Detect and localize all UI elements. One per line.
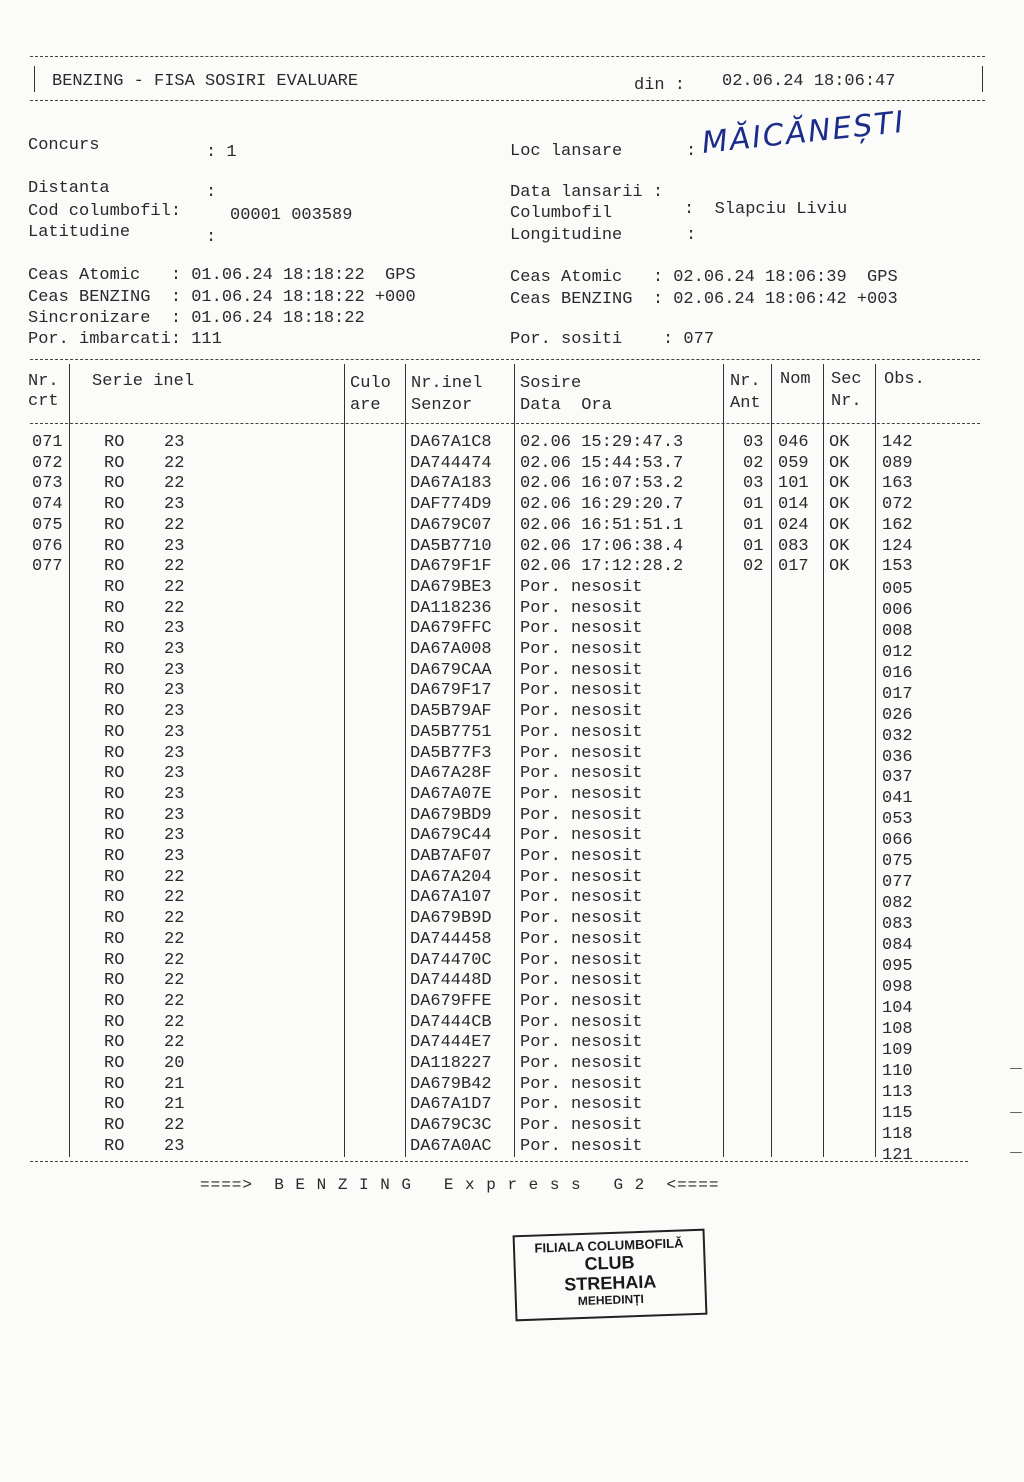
cell-an: 22 (164, 971, 185, 991)
cell-obs: 026 (882, 705, 913, 725)
cod-columbofil-value: 00001 003589 (230, 206, 353, 225)
cell-senzor: DA7444CB (410, 1012, 492, 1032)
sincronizare: Sincronizare : 01.06.24 18:18:22 (28, 309, 365, 328)
cell-an: 23 (164, 619, 185, 639)
cell-obs: 118 (882, 1124, 913, 1144)
cell-sosire: 02.06 15:29:47.3 (520, 433, 684, 452)
cell-obs: 082 (882, 894, 913, 914)
cell-tara: RO (104, 929, 125, 949)
ceas-benzing-end: Ceas BENZING : 02.06.24 18:06:42 +003 (510, 290, 898, 309)
cell-tara: RO (104, 1116, 125, 1136)
stamp-line-4: MEHEDINȚI (577, 1291, 645, 1309)
cell-nr-crt: 071 (32, 433, 63, 452)
cell-obs: 163 (882, 474, 913, 494)
cell-obs: 142 (882, 433, 913, 452)
cell-senzor: DAF774D9 (410, 495, 492, 515)
header-are: are (350, 396, 381, 415)
cell-senzor: DA679C44 (410, 826, 492, 846)
cell-an: 22 (164, 598, 185, 618)
cell-senzor: DA679C3C (410, 1116, 492, 1136)
cell-sosire: 02.06 16:51:51.1 (520, 515, 684, 535)
cell-tara: RO (104, 1095, 125, 1115)
cell-an: 22 (164, 991, 185, 1011)
header-right-border (982, 66, 983, 92)
cell-tara: RO (104, 743, 125, 763)
cell-tara: RO (104, 847, 125, 866)
loc-lansare-handwritten: MĂICĂNEȘTI (700, 104, 908, 161)
cell-senzor: DA679F17 (410, 681, 492, 701)
cell-sosire: Por. nesosit (520, 1012, 643, 1032)
cell-tara: RO (104, 433, 125, 452)
cell-tara: RO (104, 867, 125, 887)
concurs-label: Concurs (28, 136, 100, 155)
cell-an: 23 (164, 702, 185, 722)
distanta-value: : (206, 183, 217, 202)
header-bottom-rule (30, 100, 985, 101)
cell-senzor: DA679CAA (410, 660, 492, 680)
cell-tara: RO (104, 660, 125, 680)
cell-an: 23 (164, 433, 185, 452)
col-sep-culoare (405, 364, 406, 1157)
cell-senzor: DA67A204 (410, 867, 492, 887)
cell-obs: 109 (882, 1040, 913, 1060)
header-obs: Obs. (884, 370, 925, 389)
cell-obs: 115 (882, 1103, 913, 1123)
cell-nom: 059 (778, 453, 809, 473)
cell-senzor: DA744474 (410, 453, 492, 473)
cell-tara: RO (104, 681, 125, 701)
cell-obs: 041 (882, 789, 913, 809)
cell-obs: 083 (882, 915, 913, 935)
cell-sosire: Por. nesosit (520, 971, 643, 991)
cell-senzor: DA5B77F3 (410, 743, 492, 763)
cell-obs: 162 (882, 515, 913, 535)
cell-nom: 014 (778, 495, 809, 515)
cell-senzor: DA679B9D (410, 909, 492, 929)
cell-senzor: DAB7AF07 (410, 847, 492, 866)
cell-nr-crt: 072 (32, 453, 63, 473)
cell-senzor: DA118227 (410, 1054, 492, 1073)
din-label: din : (634, 76, 686, 95)
cell-senzor: DA67A1C8 (410, 433, 492, 452)
cell-tara: RO (104, 888, 125, 908)
cell-senzor: DA679BD9 (410, 805, 492, 825)
cell-nr-ant: 02 (743, 453, 764, 473)
cell-nom: 046 (778, 433, 809, 452)
cell-obs: 153 (882, 557, 913, 577)
columbofil-label: Columbofil (510, 204, 613, 223)
cell-sosire: Por. nesosit (520, 929, 643, 949)
cell-obs: 104 (882, 998, 913, 1018)
cell-senzor: DA74470C (410, 950, 492, 970)
cell-senzor: DA67A1D7 (410, 1095, 492, 1115)
por-imbarcati: Por. imbarcati: 111 (28, 330, 222, 349)
cell-senzor: DA679FFC (410, 619, 492, 639)
cell-senzor: DA67A28F (410, 764, 492, 784)
cell-sosire: Por. nesosit (520, 1033, 643, 1053)
cell-sosire: Por. nesosit (520, 722, 643, 742)
cell-nr-crt: 074 (32, 495, 63, 515)
footer-benzing-express: ====> B E N Z I N G E x p r e s s G 2 <==== (200, 1176, 720, 1194)
cell-sosire: Por. nesosit (520, 1054, 643, 1073)
cell-an: 22 (164, 867, 185, 887)
cod-columbofil-label: Cod columbofil: (28, 202, 182, 221)
cell-sosire: Por. nesosit (520, 702, 643, 722)
cell-sosire: Por. nesosit (520, 764, 643, 784)
cell-sosire: 02.06 16:07:53.2 (520, 474, 684, 494)
cell-sosire: Por. nesosit (520, 660, 643, 680)
cell-tara: RO (104, 784, 125, 804)
cell-an: 22 (164, 950, 185, 970)
cell-an: 23 (164, 805, 185, 825)
header-top-rule (30, 56, 985, 57)
margin-mark (1010, 1068, 1022, 1069)
cell-tara: RO (104, 515, 125, 535)
cell-an: 22 (164, 515, 185, 535)
col-sep-sosire (723, 364, 724, 1157)
stamp-line-1: FILIALA COLUMBOFILĂ (534, 1235, 684, 1256)
header-serie-inel: Serie inel (92, 372, 195, 391)
cell-sosire: Por. nesosit (520, 1136, 643, 1156)
cell-senzor: DA679F1F (410, 557, 492, 577)
cell-senzor: DA679B42 (410, 1074, 492, 1094)
cell-senzor: DA679BE3 (410, 577, 492, 597)
cell-obs: 110 (882, 1061, 913, 1081)
cell-obs: 124 (882, 536, 913, 556)
cell-sec: OK (829, 433, 850, 452)
cell-an: 23 (164, 536, 185, 556)
table-bottom-rule (30, 1161, 968, 1162)
cell-senzor: DA67A07E (410, 784, 492, 804)
cell-obs: 017 (882, 684, 913, 704)
cell-sosire: Por. nesosit (520, 805, 643, 825)
cell-an: 23 (164, 681, 185, 701)
loc-lansare-label: Loc lansare (510, 142, 623, 161)
cell-sosire: Por. nesosit (520, 888, 643, 908)
cell-obs: 072 (882, 495, 913, 515)
cell-senzor: DA67A183 (410, 474, 492, 494)
cell-sosire: Por. nesosit (520, 950, 643, 970)
cell-tara: RO (104, 619, 125, 639)
cell-tara: RO (104, 1012, 125, 1032)
cell-sosire: Por. nesosit (520, 577, 643, 597)
cell-sosire: Por. nesosit (520, 619, 643, 639)
cell-sosire: Por. nesosit (520, 826, 643, 846)
concurs-value: : 1 (206, 143, 237, 162)
cell-tara: RO (104, 640, 125, 659)
cell-tara: RO (104, 1074, 125, 1094)
ceas-benzing-start: Ceas BENZING : 01.06.24 18:18:22 +000 (28, 288, 416, 307)
data-lansarii-label: Data lansarii : (510, 183, 664, 202)
cell-sec: OK (829, 495, 850, 515)
cell-senzor: DA5B7751 (410, 722, 492, 742)
header-ant: Ant (730, 394, 761, 413)
columbofil-value: : Slapciu Liviu (684, 200, 848, 219)
latitudine-value: : (206, 228, 217, 247)
cell-sosire: Por. nesosit (520, 784, 643, 804)
ceas-atomic-end: Ceas Atomic : 02.06.24 18:06:39 GPS (510, 268, 898, 287)
cell-sosire: Por. nesosit (520, 909, 643, 929)
cell-sosire: Por. nesosit (520, 1095, 643, 1115)
cell-senzor: DA67A008 (410, 640, 492, 659)
cell-sosire: Por. nesosit (520, 867, 643, 887)
cell-senzor: DA7444E7 (410, 1033, 492, 1053)
cell-tara: RO (104, 536, 125, 556)
cell-nr-crt: 073 (32, 474, 63, 494)
cell-senzor: DA5B79AF (410, 702, 492, 722)
cell-sosire: Por. nesosit (520, 1116, 643, 1136)
cell-nom: 101 (778, 474, 809, 494)
cell-obs: 098 (882, 977, 913, 997)
margin-mark (1010, 1112, 1022, 1113)
cell-sosire: Por. nesosit (520, 743, 643, 763)
cell-nr-ant: 02 (743, 557, 764, 577)
cell-nr-crt: 075 (32, 515, 63, 535)
cell-obs: 036 (882, 747, 913, 767)
cell-tara: RO (104, 971, 125, 991)
cell-an: 21 (164, 1074, 185, 1094)
table-header-rule (30, 423, 980, 424)
cell-tara: RO (104, 598, 125, 618)
cell-an: 22 (164, 1116, 185, 1136)
cell-obs: 113 (882, 1082, 913, 1102)
header-left-border (34, 66, 35, 92)
cell-obs: 095 (882, 957, 913, 976)
table-top-rule (30, 359, 980, 360)
cell-sec: OK (829, 453, 850, 473)
cell-an: 22 (164, 577, 185, 597)
cell-nr-ant: 03 (743, 433, 764, 452)
cell-tara: RO (104, 1054, 125, 1073)
cell-sosire: Por. nesosit (520, 1074, 643, 1094)
din-value: 02.06.24 18:06:47 (722, 72, 896, 91)
cell-nom: 024 (778, 515, 809, 535)
cell-tara: RO (104, 557, 125, 577)
cell-senzor: DA679FFE (410, 991, 492, 1011)
cell-tara: RO (104, 702, 125, 722)
cell-sec: OK (829, 536, 850, 556)
header-nom: Nom (780, 370, 811, 389)
cell-tara: RO (104, 826, 125, 846)
header-nr-ant: Nr. (730, 372, 761, 391)
cell-nr-ant: 01 (743, 495, 764, 515)
cell-an: 22 (164, 453, 185, 473)
cell-senzor: DA67A107 (410, 888, 492, 908)
cell-an: 22 (164, 1012, 185, 1032)
cell-an: 23 (164, 847, 185, 866)
cell-sosire: Por. nesosit (520, 847, 643, 866)
cell-an: 22 (164, 474, 185, 494)
cell-tara: RO (104, 495, 125, 515)
cell-obs: 084 (882, 936, 913, 956)
cell-sosire: Por. nesosit (520, 681, 643, 701)
cell-sosire: Por. nesosit (520, 640, 643, 659)
cell-tara: RO (104, 577, 125, 597)
document-title: BENZING - FISA SOSIRI EVALUARE (52, 72, 359, 91)
cell-senzor: DA679C07 (410, 515, 492, 535)
cell-nom: 083 (778, 536, 809, 556)
header-sec-nr: Nr. (831, 392, 862, 411)
cell-obs: 037 (882, 768, 913, 788)
cell-an: 21 (164, 1095, 185, 1115)
header-nr: Nr. (28, 372, 59, 391)
cell-obs: 077 (882, 873, 913, 893)
cell-senzor: DA744458 (410, 929, 492, 949)
cell-sosire: Por. nesosit (520, 598, 643, 618)
cell-obs: 006 (882, 600, 913, 620)
header-nr-inel: Nr.inel (411, 374, 483, 393)
cell-obs: 032 (882, 726, 913, 746)
cell-sosire: Por. nesosit (520, 991, 643, 1011)
cell-nr-ant: 03 (743, 474, 764, 494)
col-sep-nr (69, 364, 70, 1157)
cell-an: 22 (164, 909, 185, 929)
col-sep-nom (823, 364, 824, 1157)
ceas-atomic-start: Ceas Atomic : 01.06.24 18:18:22 GPS (28, 266, 416, 285)
cell-an: 23 (164, 784, 185, 804)
col-sep-sec (875, 364, 876, 1157)
cell-sosire: 02.06 17:06:38.4 (520, 536, 684, 556)
cell-tara: RO (104, 1136, 125, 1156)
cell-an: 23 (164, 764, 185, 784)
cell-an: 22 (164, 557, 185, 577)
stamp-line-2: CLUB (584, 1252, 635, 1274)
cell-senzor: DA74448D (410, 971, 492, 991)
stamp-line-3: STREHAIA (563, 1271, 657, 1295)
club-stamp (513, 1229, 708, 1322)
cell-sec: OK (829, 557, 850, 577)
cell-nr-crt: 076 (32, 536, 63, 556)
cell-tara: RO (104, 909, 125, 929)
cell-obs: 108 (882, 1019, 913, 1039)
cell-an: 23 (164, 826, 185, 846)
cell-an: 23 (164, 1136, 185, 1156)
longitudine-label: Longitudine (510, 226, 623, 245)
cell-obs: 066 (882, 831, 913, 851)
latitudine-label: Latitudine (28, 223, 131, 242)
cell-obs: 012 (882, 642, 913, 662)
cell-nr-ant: 01 (743, 515, 764, 535)
cell-senzor: DA5B7710 (410, 536, 492, 556)
distanta-label: Distanta (28, 179, 110, 198)
cell-sosire: 02.06 17:12:28.2 (520, 557, 684, 577)
cell-tara: RO (104, 991, 125, 1011)
cell-sec: OK (829, 515, 850, 535)
cell-an: 20 (164, 1054, 185, 1073)
cell-tara: RO (104, 950, 125, 970)
cell-obs: 008 (882, 621, 913, 641)
col-sep-senzor (514, 364, 515, 1157)
cell-an: 22 (164, 929, 185, 949)
margin-mark (1010, 1152, 1022, 1153)
por-sositi: Por. sositi : 077 (510, 330, 715, 349)
cell-nr-crt: 077 (32, 557, 63, 577)
cell-an: 23 (164, 660, 185, 680)
cell-obs: 053 (882, 810, 913, 830)
cell-tara: RO (104, 474, 125, 494)
cell-obs: 016 (882, 663, 913, 683)
cell-an: 22 (164, 1033, 185, 1053)
cell-an: 23 (164, 722, 185, 742)
longitudine-value: : (686, 226, 697, 245)
header-senzor: Senzor (411, 396, 473, 415)
cell-nom: 017 (778, 557, 809, 577)
cell-senzor: DA67A0AC (410, 1136, 492, 1156)
cell-obs: 005 (882, 579, 913, 599)
cell-sosire: 02.06 15:44:53.7 (520, 453, 684, 473)
col-sep-ant (771, 364, 772, 1157)
cell-obs: 089 (882, 453, 913, 473)
cell-nr-ant: 01 (743, 536, 764, 556)
header-sec: Sec (831, 370, 862, 389)
cell-tara: RO (104, 805, 125, 825)
cell-sec: OK (829, 474, 850, 494)
cell-an: 23 (164, 743, 185, 763)
header-culo: Culo (350, 374, 391, 393)
cell-an: 23 (164, 495, 185, 515)
cell-an: 23 (164, 640, 185, 659)
header-sosire: Sosire (520, 374, 582, 393)
cell-tara: RO (104, 453, 125, 473)
cell-sosire: 02.06 16:29:20.7 (520, 495, 684, 515)
cell-tara: RO (104, 722, 125, 742)
cell-tara: RO (104, 1033, 125, 1053)
cell-senzor: DA118236 (410, 598, 492, 618)
cell-obs: 121 (882, 1145, 913, 1165)
cell-tara: RO (104, 764, 125, 784)
cell-obs: 075 (882, 852, 913, 872)
cell-an: 22 (164, 888, 185, 908)
header-crt: crt (28, 392, 59, 411)
loc-lansare-colon: : (686, 142, 697, 161)
header-data-ora: Data Ora (520, 396, 612, 415)
col-sep-serie (344, 364, 345, 1157)
